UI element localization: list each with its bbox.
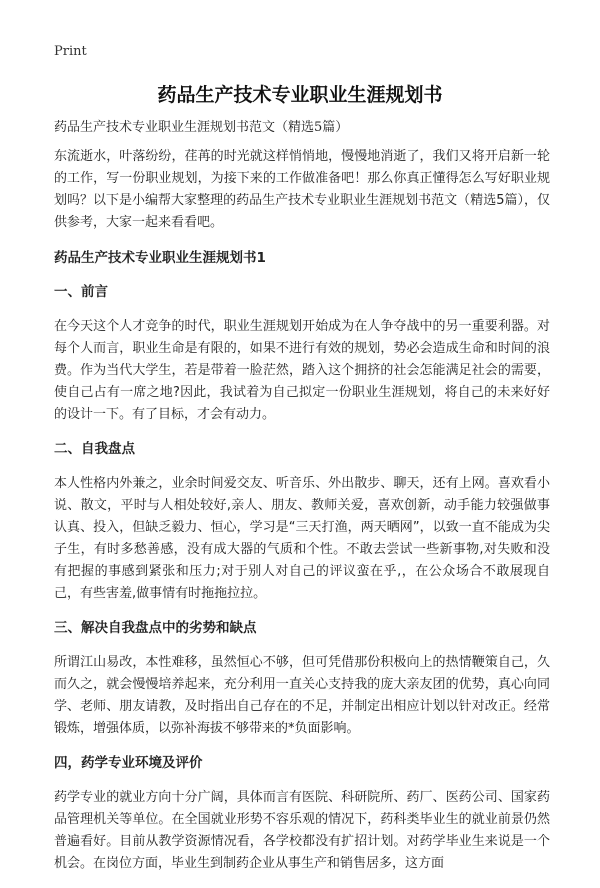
paragraph-environment: 药学专业的就业方向十分广阔，具体而言有医院、科研院所、药厂、医药公司、国家药品管理机关等单位。在全国就业形势不容乐观的情况下，药科类毕业生的就业前景仍然普遍看好。目前从教学资源情况看，各学校都没有扩招计划。对药学毕业生来说是一个机会。在岗位方面，毕业生到制药企业从事生产和销售居多，这方面 <box>54 790 550 871</box>
paragraph-preface: 在今天这个人才竞争的时代，职业生涯规划开始成为在人争夺战中的另一重要利器。对每个人而言，职业生命是有限的，如果不进行有效的规划，势必会造成生命和时间的浪费。作为当代大学生，若是带着一脸茫然，踏入这个拥挤的社会怎能满足社会的需要，使自己占有一席之地?因此，我试着为自己拟定一份职业生涯规划，将自己的未来好好的设计一下。有了目标，才会有动力。 <box>54 319 550 422</box>
page-title: 药品生产技术专业职业生涯规划书 <box>157 84 443 106</box>
document-subtitle: 药品生产技术专业职业生涯规划书范文（精选5篇） <box>54 120 349 135</box>
paragraph-weaknesses: 所谓江山易改，本性难移，虽然恒心不够，但可凭借那份积极向上的热情鞭策自己，久而久之，就会慢慢培养起来，充分利用一直关心支持我的庞大亲友团的优势，真心向同学、老师、朋友请教，及时指出自己存在的不足，并制定出相应计划以针对改正。经常锻炼，增强体质，以弥补海拔不够带来的*负面影响。 <box>54 655 550 736</box>
section-title: 药品生产技术专业职业生涯规划书1 <box>54 250 266 266</box>
paragraph-self-assessment: 本人性格内外兼之，业余时间爱交友、听音乐、外出散步、聊天，还有上网。喜欢看小说、散文，平时与人相处较好,亲人、朋友、教师关爱，喜欢创新，动手能力较强做事认真、投入，但缺乏毅力、恒心，学习是“三天打渔，两天晒网”，以致一直不能成为尖子生，有时多愁善感，没有成大器的气质和个性。不敢去尝试一些新事物,对失败和没有把握的事感到紧张和压力;对于别人对自己的评议蛮在乎,，在公众场合不敢展现自己，有些害羞,做事情有时拖拖拉拉。 <box>54 476 550 601</box>
heading-weaknesses: 三、解决自我盘点中的劣势和缺点 <box>54 620 257 636</box>
heading-preface: 一、前言 <box>54 284 108 300</box>
heading-environment: 四，药学专业环境及评价 <box>54 755 203 771</box>
print-link[interactable]: Print <box>54 44 87 59</box>
intro-paragraph: 东流逝水，叶落纷纷，荏苒的时光就这样悄悄地，慢慢地消逝了，我们又将开启新一轮的工作，写一份职业规划，为接下来的工作做准备吧！那么你真正懂得怎么写好职业规划吗？以下是小编帮大家整理的药品生产技术专业职业生涯规划书范文（精选5篇），仅供参考，大家一起来看看吧。 <box>54 149 550 230</box>
heading-self-assessment: 二、自我盘点 <box>54 441 135 457</box>
document-body <box>54 118 550 888</box>
